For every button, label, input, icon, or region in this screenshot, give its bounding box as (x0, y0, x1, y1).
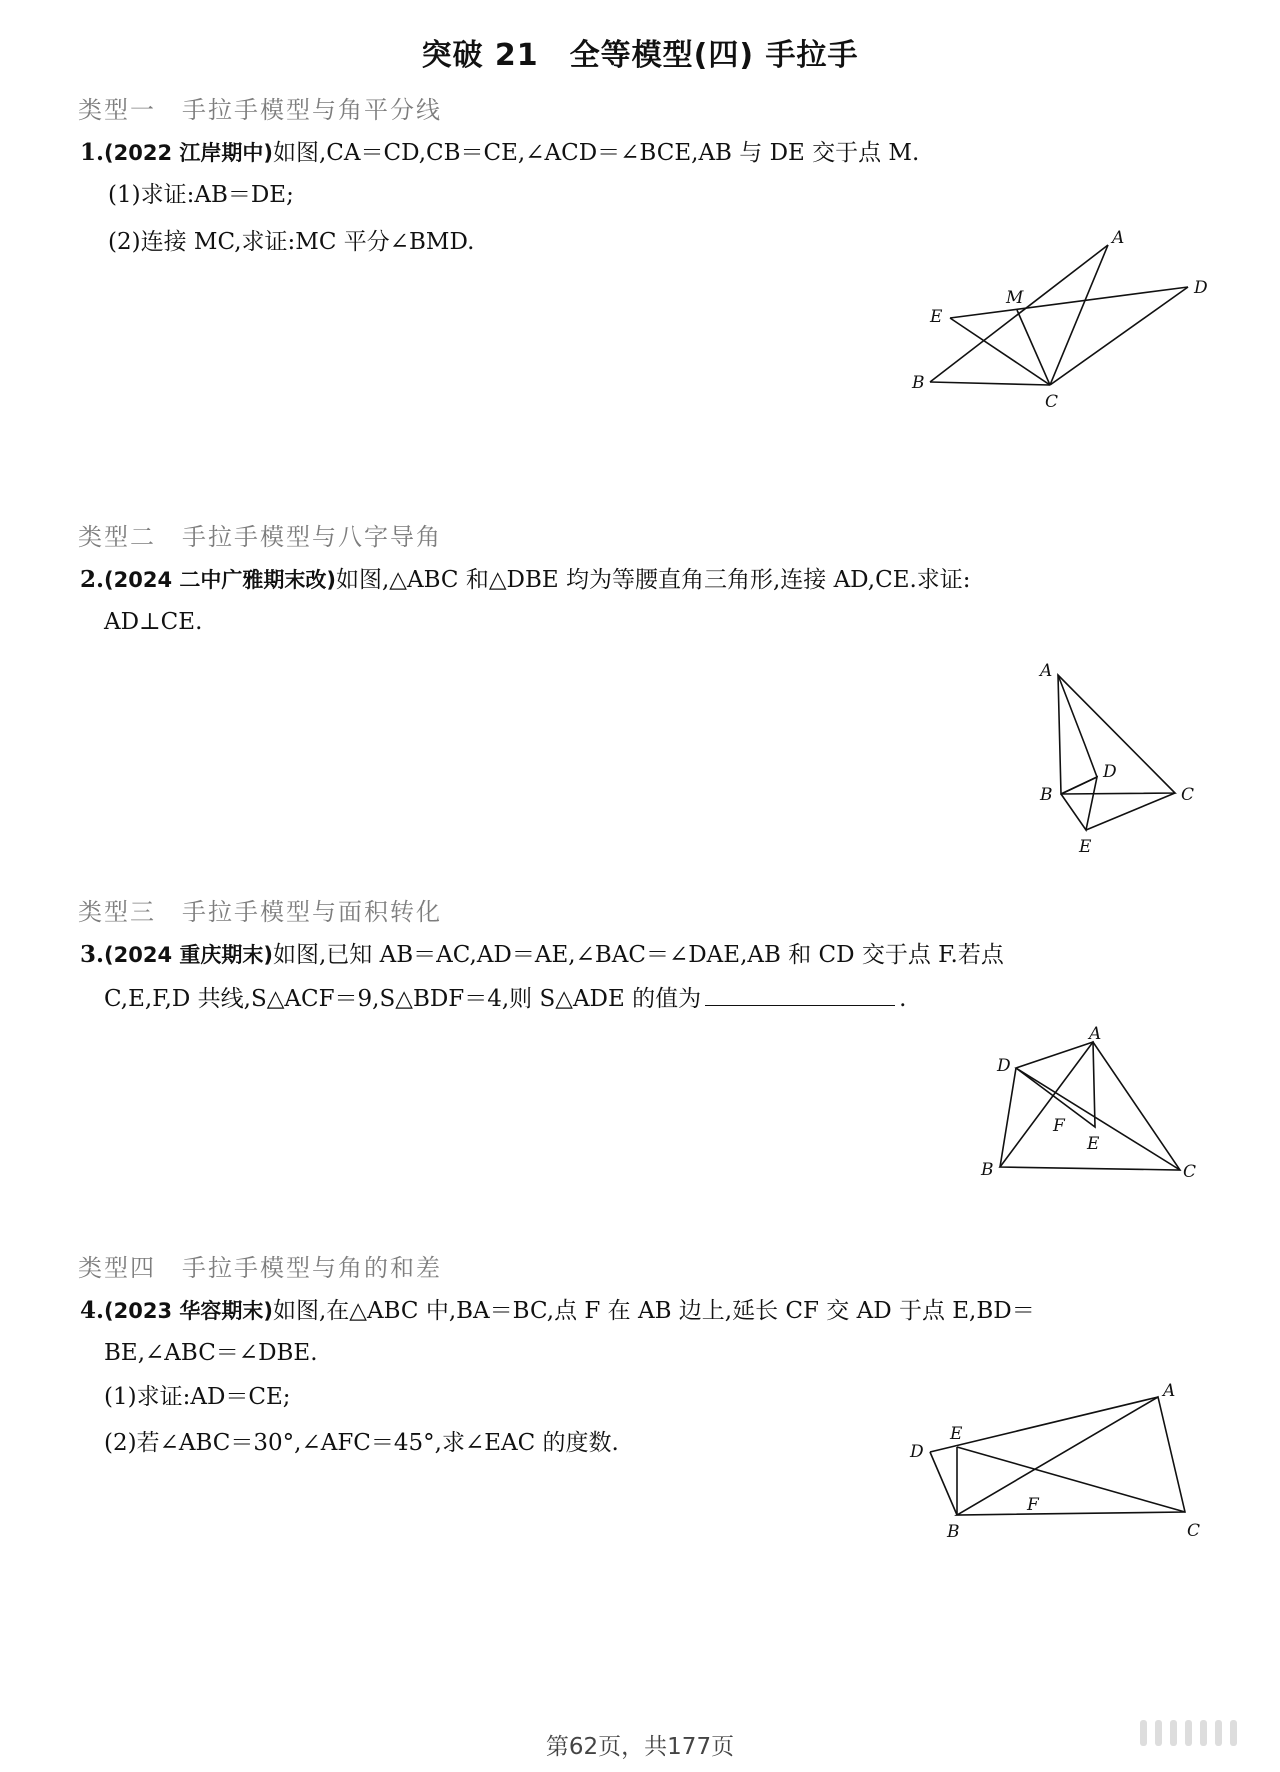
answer-blank[interactable] (705, 983, 895, 1006)
problem-4-number: 4. (80, 1297, 105, 1324)
label-A: A (1089, 1024, 1102, 1044)
label-M: M (1006, 288, 1024, 308)
figure-3 (975, 1025, 1200, 1190)
problem-4-part-2: (2)若∠ABC＝30°,∠AFC＝45°,求∠EAC 的度数. (104, 1430, 619, 1456)
problem-4-stem (80, 1296, 1035, 1326)
segment-BD (930, 1452, 957, 1515)
section-heading-3: 类型三 手拉手模型与面积转化 (78, 898, 442, 926)
problem-3-stem (80, 940, 1004, 970)
problem-2-number: 2. (80, 566, 105, 593)
segment-BC (930, 382, 1050, 385)
section-heading-1: 类型一 手拉手模型与角平分线 (78, 96, 442, 124)
problem-3-text-2 (104, 983, 906, 1014)
segment-DE (950, 287, 1188, 318)
label-D: D (997, 1056, 1011, 1076)
label-E: E (950, 1424, 963, 1444)
segment-DC (1016, 1068, 1180, 1170)
problem-2-text-2: AD⊥CE. (104, 609, 203, 635)
figure-2 (1025, 660, 1205, 865)
label-E: E (1079, 837, 1092, 857)
label-E: E (930, 307, 943, 327)
segment-CE (1086, 793, 1175, 830)
label-E: E (1087, 1134, 1100, 1154)
label-B: B (981, 1160, 994, 1180)
label-B: B (947, 1522, 960, 1542)
scrollbar-decoration (1140, 1720, 1237, 1746)
label-F: F (1027, 1495, 1039, 1515)
problem-2-stem (80, 565, 971, 595)
problem-1-text: 如图,CA＝CD,CB＝CE,∠ACD＝∠BCE,AB 与 DE 交于点 M. (272, 140, 920, 166)
label-D: D (1194, 278, 1208, 298)
label-A: A (1163, 1381, 1176, 1401)
segment-AD (1058, 675, 1097, 777)
problem-3-source: (2024 重庆期末) (104, 943, 273, 967)
label-C: C (1045, 392, 1059, 412)
problem-4-text: 如图,在△ABC 中,BA＝BC,点 F 在 AB 边上,延长 CF 交 AD 于点 E,BD＝ (272, 1298, 1035, 1324)
label-A: A (1112, 228, 1125, 248)
label-D: D (910, 1442, 924, 1462)
label-B: B (1040, 785, 1053, 805)
problem-4-source: (2023 华容期末) (104, 1299, 273, 1323)
section-heading-2: 类型二 手拉手模型与八字导角 (78, 523, 442, 551)
problem-3-text: 如图,已知 AB＝AC,AD＝AE,∠BAC＝∠DAE,AB 和 CD 交于点 F.若点 (272, 942, 1004, 968)
page-number-footer: 第62页，共177页 (545, 1734, 735, 1760)
figure-4 (905, 1380, 1205, 1550)
problem-1-number: 1. (80, 139, 105, 166)
label-A: A (1040, 661, 1053, 681)
problem-3-number: 3. (80, 941, 105, 968)
problem-3-period: . (899, 986, 907, 1012)
problem-2-source: (2024 二中广雅期末改) (104, 568, 336, 592)
label-C: C (1181, 785, 1195, 805)
label-C: C (1187, 1521, 1201, 1541)
problem-1-source: (2022 江岸期中) (104, 141, 273, 165)
segment-CE (957, 1447, 1185, 1512)
segment-BD (1061, 777, 1097, 794)
label-C: C (1183, 1162, 1197, 1182)
label-F: F (1053, 1116, 1065, 1136)
segment-DB (1000, 1068, 1016, 1167)
problem-1-part-2: (2)连接 MC,求证:MC 平分∠BMD. (108, 229, 475, 255)
problem-4-text-2: BE,∠ABC＝∠DBE. (104, 1340, 318, 1366)
problem-4-part-1: (1)求证:AD＝CE; (104, 1384, 291, 1410)
problem-3-condition: C,E,F,D 共线,S△ACF＝9,S△BDF＝4,则 S△ADE 的值为 (104, 986, 702, 1012)
problem-2-text: 如图,△ABC 和△DBE 均为等腰直角三角形,连接 AD,CE.求证: (335, 567, 971, 593)
problem-1-stem (80, 138, 919, 168)
segment-AD (930, 1397, 1158, 1452)
figure-1 (900, 225, 1220, 420)
label-D: D (1103, 762, 1117, 782)
problem-1-part-1: (1)求证:AB＝DE; (108, 182, 294, 208)
label-B: B (912, 373, 925, 393)
page-title: 突破 21 全等模型(四) 手拉手 (421, 38, 859, 73)
section-heading-4: 类型四 手拉手模型与角的和差 (78, 1254, 442, 1282)
